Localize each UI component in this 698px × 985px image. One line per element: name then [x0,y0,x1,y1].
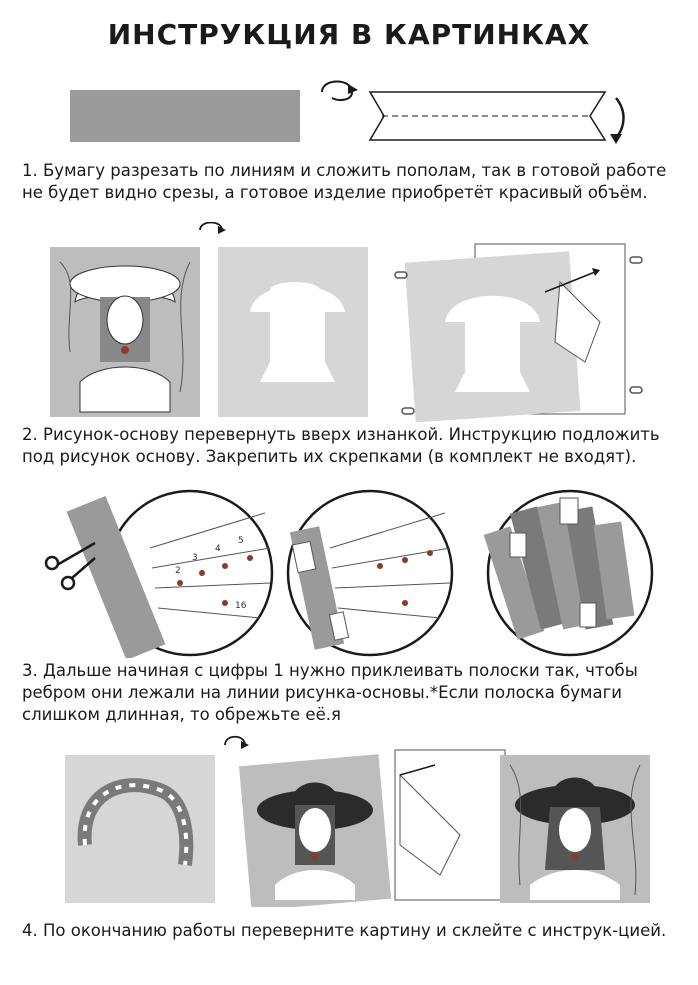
stencil-over-instruction [405,244,625,422]
number-2: 2 [175,566,181,576]
rotate-arrow-icon [225,737,249,749]
stencil-image [218,247,368,417]
number-16: 16 [235,601,247,611]
gluing-circle-2 [288,491,452,655]
step-1-text: 1. Бумагу разрезать по линиям и сложить пополам, так в готовой работе не будет видно срезы, а готовое изделие приобретёт красивый объём. [22,161,667,202]
step-2-text: 2. Рисунок-основу перевернуть вверх изнанкой. Инструкцию подложить под рисунок основу. Закрепить их скрепками (в комплект не входят). [22,425,660,466]
gluing-circle-3 [484,491,652,655]
gluing-illustration [40,488,680,658]
strips-back-image [65,755,215,903]
number-3: 3 [192,553,198,563]
number-5: 5 [238,536,244,546]
gluing-circle-1 [67,491,272,658]
step-3-text: 3. Дальше начиная с цифры 1 нужно приклеивать полоски так, чтобы ребром они лежали на линии рисунка-основы.*Если полоска бумаги слишком длинная, то обрежьте её.я [22,661,638,724]
portrait-image [50,247,200,417]
step-4-text: 4. По окончанию работы переверните картину и склейте с инструк-цией. [22,921,667,940]
fold-illustration [60,70,660,160]
mount-illustration [40,222,680,422]
rotate-arrow-icon [200,223,226,235]
rotate-arrow-icon [322,82,358,101]
page-title: ИНСТРУКЦИЯ В КАРТИНКАХ [107,18,591,51]
finish-illustration [40,735,680,907]
flipping-picture-image [239,750,505,907]
number-4: 4 [215,544,221,554]
finished-picture-image [500,755,650,903]
